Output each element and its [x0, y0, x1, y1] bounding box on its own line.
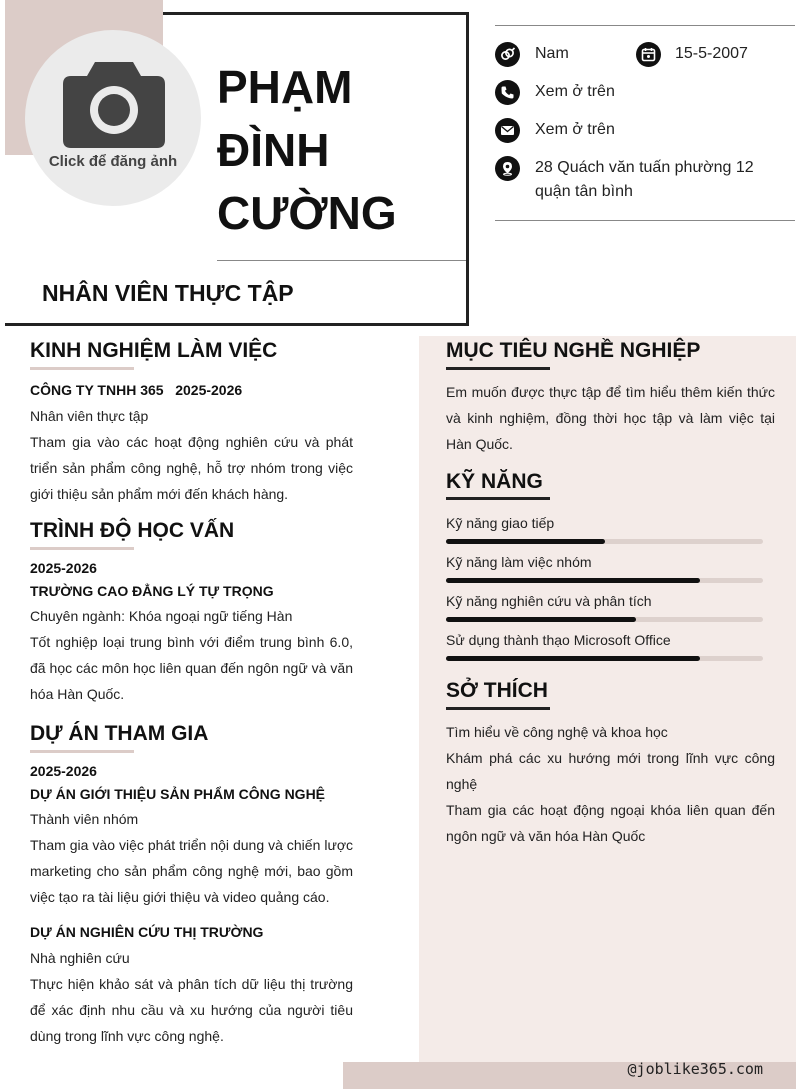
hobbies-underline [446, 707, 550, 710]
info-divider-bottom [495, 220, 795, 221]
skill-label: Sử dụng thành thạo Microsoft Office [446, 632, 671, 648]
skill-bar-track [446, 578, 763, 583]
info-divider-top [495, 25, 795, 26]
skill-item [446, 630, 764, 661]
address-line-2: quận tân bình [535, 183, 633, 200]
education-major: Chuyên ngành: Khóa ngoại ngữ tiếng Hàn [30, 608, 293, 624]
education-underline [30, 547, 134, 550]
phone-value: Xem ở trên [535, 83, 615, 100]
hobby-item: Tìm hiểu về công nghệ và khoa học [446, 724, 668, 740]
skill-item [446, 552, 764, 583]
project-2-description: Thực hiện khảo sát và phân tích dữ liệu thị trường để xác định nhu cầu và xu hướng của người tiêu dùng trong lĩnh vực công nghệ. [30, 976, 353, 1044]
skills-heading: KỸ NĂNG [446, 470, 543, 493]
skill-bar-track [446, 539, 763, 544]
experience-section [30, 377, 353, 507]
camera-icon [61, 56, 167, 148]
project-1-name: DỰ ÁN GIỚI THIỆU SẢN PHẨM CÔNG NGHỆ [30, 786, 326, 802]
education-heading: TRÌNH ĐỘ HỌC VẤN [30, 519, 235, 542]
skills-underline [446, 497, 550, 500]
experience-position: Nhân viên thực tập [30, 408, 149, 424]
skill-bar-track [446, 617, 763, 622]
hobby-item: Tham gia các hoạt động ngoại khóa liên quan đến ngôn ngữ và văn hóa Hàn Quốc [446, 802, 775, 844]
skill-item [446, 513, 764, 544]
calendar-icon [636, 42, 661, 67]
experience-company: CÔNG TY TNHH 365 2025-2026 [30, 382, 243, 398]
full-name [217, 56, 462, 245]
skill-label: Kỹ năng làm việc nhóm [446, 554, 592, 570]
skill-bar-fill [446, 578, 700, 583]
project-2-role: Nhà nghiên cứu [30, 950, 130, 966]
project-1-role: Thành viên nhóm [30, 811, 139, 827]
location-pin-icon [495, 156, 520, 181]
objective-heading: MỤC TIÊU NGHỀ NGHIỆP [446, 339, 701, 362]
experience-heading: KINH NGHIỆM LÀM VIỆC [30, 339, 278, 362]
projects-underline [30, 750, 134, 753]
project-1 [30, 760, 353, 910]
projects-heading: DỰ ÁN THAM GIA [30, 722, 209, 745]
birthday-value: 15-5-2007 [675, 45, 748, 62]
skill-label: Kỹ năng giao tiếp [446, 515, 555, 531]
experience-description: Tham gia vào các hoạt động nghiên cứu và phát triển sản phẩm công nghệ, hỗ trợ nhóm trong việc giới thiệu sản phẩm mới đến khách hàng. [30, 434, 353, 502]
name-divider [217, 260, 466, 261]
gender-value: Nam [535, 45, 569, 62]
skill-bar-track [446, 656, 763, 661]
name-line-1: PHẠM [217, 61, 353, 113]
job-title: NHÂN VIÊN THỰC TẬP [42, 280, 294, 306]
name-line-2: ĐÌNH [217, 124, 330, 176]
address-value [535, 156, 775, 204]
skill-item [446, 591, 764, 622]
skill-bar-fill [446, 656, 700, 661]
project-1-description: Tham gia vào việc phát triển nội dung và chiến lược marketing cho sản phẩm công nghệ mới, bao gồm việc tạo ra tài liệu giới thiệu và video quảng cáo. [30, 837, 353, 905]
skill-bar-fill [446, 617, 636, 622]
education-school: TRƯỜNG CAO ĐẲNG LÝ TỰ TRỌNG [30, 583, 274, 599]
skill-label: Kỹ năng nghiên cứu và phân tích [446, 593, 652, 609]
phone-icon [495, 80, 520, 105]
photo-caption: Click để đăng ảnh [48, 153, 178, 170]
education-period: 2025-2026 [30, 560, 97, 576]
project-2-name: DỰ ÁN NGHIÊN CỨU THỊ TRƯỜNG [30, 924, 264, 940]
project-2 [30, 919, 353, 1049]
avatar-upload[interactable] [25, 30, 201, 206]
gender-icon [495, 42, 520, 67]
objective-underline [446, 367, 550, 370]
name-line-3: CƯỜNG [217, 187, 397, 239]
email-value: Xem ở trên [535, 121, 615, 138]
footer-handle[interactable]: @joblike365.com [627, 1060, 763, 1078]
education-section [30, 557, 353, 707]
address-line-1: 28 Quách văn tuấn phường 12 [535, 159, 754, 176]
hobby-item: Khám phá các xu hướng mới trong lĩnh vực công nghệ [446, 750, 775, 792]
project-1-period: 2025-2026 [30, 763, 97, 779]
experience-underline [30, 367, 134, 370]
hobbies-list [446, 719, 775, 849]
email-icon [495, 118, 520, 143]
skill-bar-fill [446, 539, 605, 544]
hobbies-heading: SỞ THÍCH [446, 679, 548, 702]
objective-text: Em muốn được thực tập để tìm hiểu thêm kiến thức và kinh nghiệm, đồng thời học tập và làm việc tại Hàn Quốc. [446, 384, 775, 452]
education-description: Tốt nghiệp loại trung bình với điểm trung bình 6.0, đã học các môn học liên quan đến ngôn ngữ và văn hóa Hàn Quốc. [30, 634, 353, 702]
